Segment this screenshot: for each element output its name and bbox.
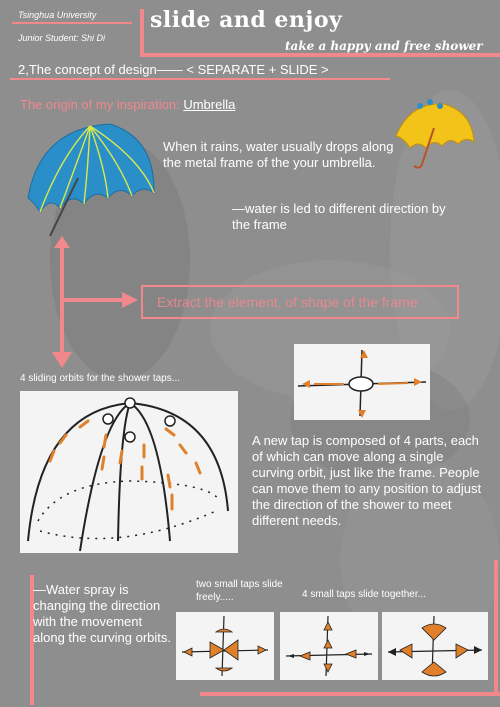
origin-line bbox=[20, 97, 235, 112]
four-taps-label: 4 small taps slide together... bbox=[302, 589, 426, 600]
bottom-right-bar bbox=[494, 560, 498, 696]
page-title: slide and enjoy bbox=[150, 7, 343, 33]
dome-sketch-photo bbox=[20, 391, 238, 553]
university-label: Tsinghua University bbox=[18, 10, 97, 20]
section-underline bbox=[10, 78, 390, 80]
arrow-right-icon bbox=[122, 292, 138, 308]
extract-box bbox=[141, 285, 459, 319]
header-underline bbox=[12, 22, 132, 24]
led-paragraph: —water is led to different direction by the frame bbox=[232, 201, 446, 232]
flow-arrows bbox=[50, 232, 140, 372]
origin-label: The origin of my inspiration: bbox=[20, 97, 180, 112]
rain-paragraph: When it rains, water usually drops along the metal frame of the your umbrella. bbox=[163, 139, 394, 170]
origin-value: Umbrella bbox=[183, 97, 236, 112]
umbrella-blue-icon bbox=[20, 118, 160, 238]
tap-photo-3 bbox=[382, 612, 488, 680]
tap-sketch-photo bbox=[294, 344, 430, 420]
two-taps-label: two small taps slide freely..... bbox=[196, 579, 283, 603]
bottom-underline bbox=[200, 692, 500, 696]
title-vertical-bar bbox=[140, 9, 144, 57]
orbits-label: 4 sliding orbits for the shower taps... bbox=[20, 373, 181, 384]
umbrella-yellow-icon bbox=[392, 98, 478, 170]
section-heading: 2,The concept of design—— < SEPARATE + SLIDE > bbox=[18, 62, 329, 77]
extract-text: Extract the element, of shape of the frame bbox=[157, 294, 418, 310]
arrow-down-icon bbox=[52, 352, 72, 368]
tap-photo-2 bbox=[280, 612, 378, 680]
student-label: Junior Student: Shi Di bbox=[18, 33, 106, 43]
tap-paragraph: A new tap is composed of 4 parts, each of which can move along a single curving orbit, just like the frame. People can move them to any position to adjust the direction of the shower to meet different needs. bbox=[252, 433, 482, 528]
tap-photo-1 bbox=[176, 612, 274, 680]
title-underline bbox=[140, 53, 500, 57]
spray-paragraph: —Water spray is changing the direction with the movement along the curving orbits. bbox=[33, 582, 172, 645]
page-tagline: take a happy and free shower bbox=[285, 39, 483, 53]
